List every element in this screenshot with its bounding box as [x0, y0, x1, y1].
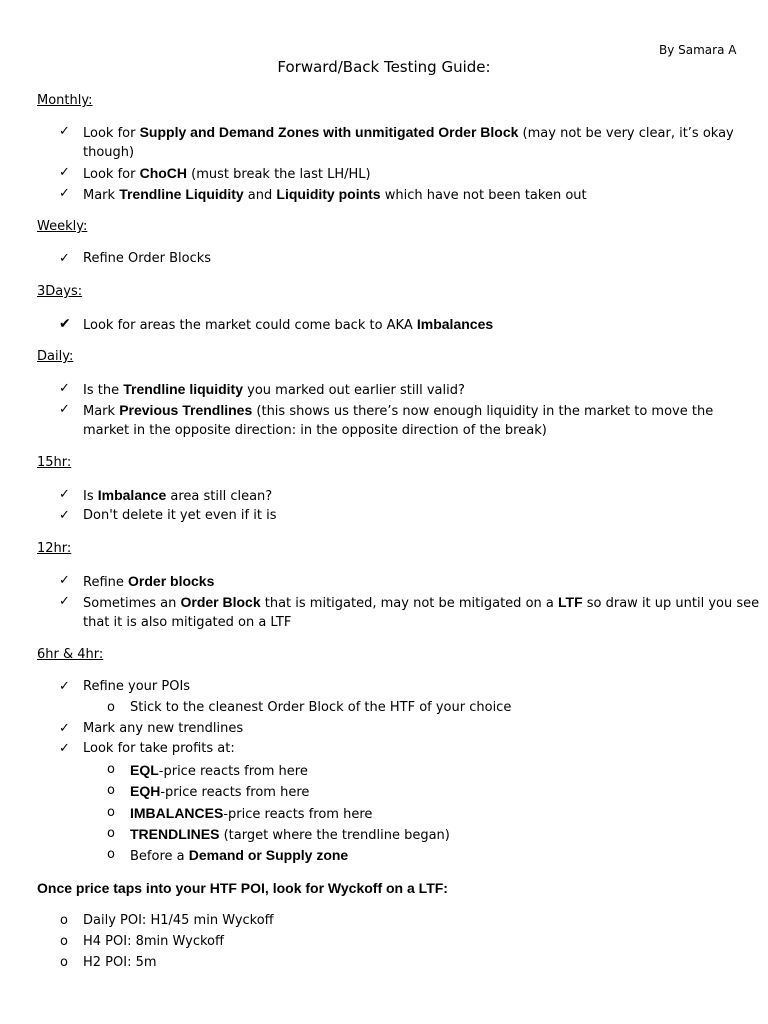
sub-list-item: Stick to the cleanest Order Block of the HTF of your choice: [130, 700, 512, 715]
check-icon: ✓: [59, 487, 70, 502]
sub-list-item: EQL-price reacts from here: [130, 762, 308, 779]
list-item-continuation: though): [83, 145, 135, 160]
check-icon: ✓: [59, 124, 70, 139]
list-item: Refine your POIs: [83, 679, 191, 694]
circle-bullet-icon: o: [60, 913, 68, 928]
author-line: By Samara A: [659, 43, 737, 57]
list-item: Mark any new trendlines: [83, 721, 244, 736]
document-title: Forward/Back Testing Guide:: [277, 58, 491, 76]
sub-list-item: EQH-price reacts from here: [130, 783, 310, 800]
list-item: H2 POI: 5m: [83, 955, 157, 970]
check-icon: ✓: [59, 573, 70, 588]
list-item: Don't delete it yet even if it is: [83, 508, 277, 523]
check-icon: ✓: [59, 741, 70, 756]
heading-12hr: 12hr:: [37, 541, 72, 556]
check-icon: ✓: [59, 679, 70, 694]
list-item: H4 POI: 8min Wyckoff: [83, 934, 224, 949]
circle-bullet-icon: o: [107, 762, 115, 777]
circle-bullet-icon: o: [60, 955, 68, 970]
sub-list-item: TRENDLINES (target where the trendline began): [130, 826, 450, 843]
list-item: Is Imbalance area still clean?: [83, 487, 273, 504]
heading-weekly: Weekly:: [37, 219, 88, 234]
list-item: Look for take profits at:: [83, 741, 235, 756]
sub-list-item: IMBALANCES-price reacts from here: [130, 805, 373, 822]
check-icon: ✓: [59, 508, 70, 523]
list-item: Mark Trendline Liquidity and Liquidity points which have not been taken out: [83, 186, 587, 203]
circle-bullet-icon: o: [107, 700, 115, 715]
list-item: Refine Order blocks: [83, 573, 215, 590]
list-item: Is the Trendline liquidity you marked out earlier still valid?: [83, 381, 465, 398]
list-item: Look for areas the market could come back to AKA Imbalances: [83, 316, 494, 333]
heading-15hr: 15hr:: [37, 455, 72, 470]
heading-daily: Daily:: [37, 349, 74, 364]
check-icon: ✓: [59, 721, 70, 736]
list-item: Daily POI: H1/45 min Wyckoff: [83, 913, 274, 928]
circle-bullet-icon: o: [107, 783, 115, 798]
list-item: Look for ChoCH (must break the last LH/HL): [83, 165, 371, 182]
check-icon: ✓: [59, 594, 70, 609]
check-icon: ✓: [59, 165, 70, 180]
heading-6hr-4hr: 6hr & 4hr:: [37, 647, 104, 662]
circle-bullet-icon: o: [60, 934, 68, 949]
circle-bullet-icon: o: [107, 826, 115, 841]
list-item-continuation: market in the opposite direction: in the opposite direction of the break): [83, 423, 547, 438]
heading-monthly: Monthly:: [37, 93, 93, 108]
circle-bullet-icon: o: [107, 805, 115, 820]
list-item: Refine Order Blocks: [83, 251, 212, 266]
heavy-check-icon: ✔: [59, 316, 71, 332]
wyckoff-heading: Once price taps into your HTF POI, look for Wyckoff on a LTF:: [37, 880, 448, 896]
list-item: Mark Previous Trendlines (this shows us there’s now enough liquidity in the market to move the: [83, 402, 714, 419]
sub-list-item: Before a Demand or Supply zone: [130, 847, 349, 864]
check-icon: ✓: [59, 186, 70, 201]
check-icon: ✓: [59, 381, 70, 396]
list-item-continuation: that it is also mitigated on a LTF: [83, 615, 292, 630]
circle-bullet-icon: o: [107, 847, 115, 862]
check-icon: ✓: [59, 251, 70, 266]
list-item: Look for Supply and Demand Zones with unmitigated Order Block (may not be very clear, it’s okay: [83, 124, 734, 141]
heading-3days: 3Days:: [37, 284, 83, 299]
check-icon: ✓: [59, 402, 70, 417]
list-item: Sometimes an Order Block that is mitigated, may not be mitigated on a LTF so draw it up until you see: [83, 594, 760, 611]
